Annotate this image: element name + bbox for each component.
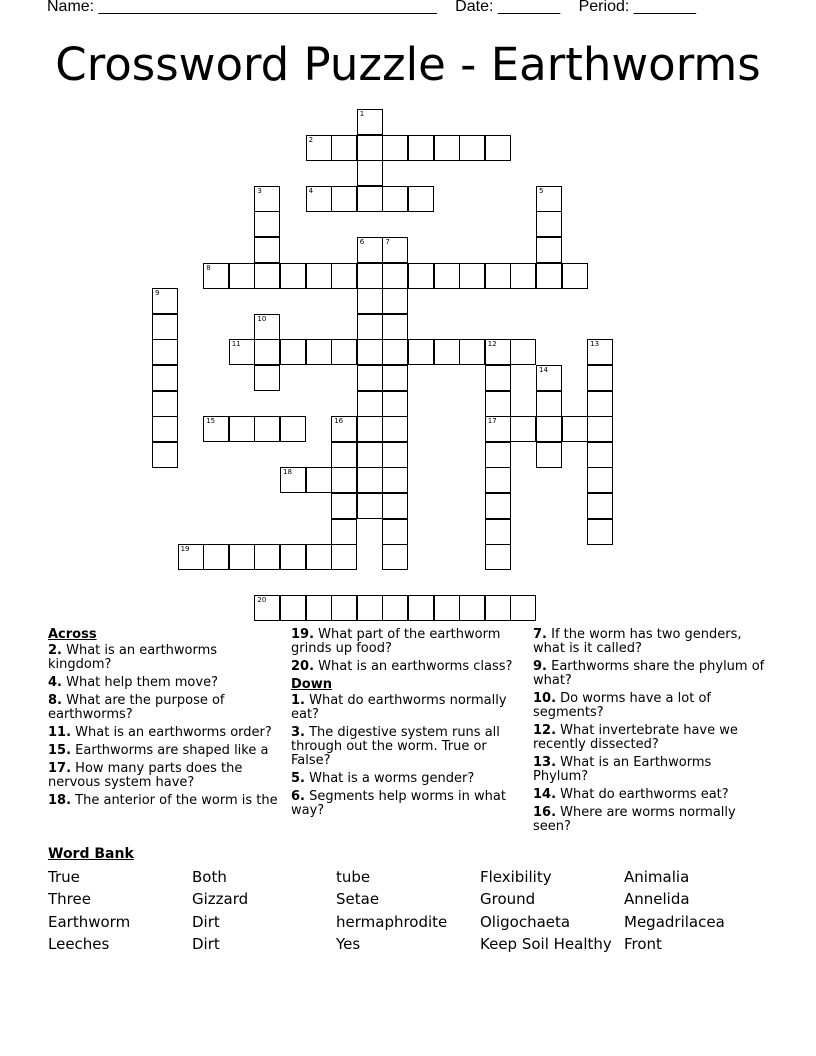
word-bank-word: Oligochaeta: [480, 913, 571, 931]
across-heading: Across: [48, 627, 97, 642]
clue-number: 20: [257, 596, 267, 605]
grid-cell[interactable]: [331, 416, 357, 442]
grid-cell[interactable]: [459, 339, 485, 365]
grid-cell[interactable]: [357, 109, 383, 135]
clue-number: 19.: [291, 627, 315, 642]
clue-item: [48, 644, 284, 672]
clue-text: What are the purpose of earthworms?: [48, 693, 225, 722]
grid-cell[interactable]: [459, 135, 485, 161]
clue-number: 3: [257, 186, 262, 195]
grid-cell[interactable]: [357, 467, 383, 493]
grid-cell[interactable]: [229, 339, 255, 365]
grid-cell[interactable]: [510, 339, 536, 365]
grid-cell[interactable]: [587, 493, 613, 519]
clue-text: What do earthworms normally eat?: [291, 693, 507, 722]
clue-number: 15: [206, 417, 216, 426]
grid-cell[interactable]: [203, 544, 229, 570]
grid-cell[interactable]: [306, 467, 332, 493]
word-bank-word: Leeches: [48, 935, 110, 953]
clue-item: [48, 694, 284, 722]
grid-cell[interactable]: [357, 160, 383, 186]
grid-cell[interactable]: [280, 263, 306, 289]
grid-cell[interactable]: [357, 595, 383, 621]
clue-number: 20.: [291, 659, 315, 674]
grid-cell[interactable]: [562, 416, 588, 442]
clue-item: [48, 794, 284, 808]
grid-cell[interactable]: [280, 544, 306, 570]
grid-cell[interactable]: [382, 237, 408, 263]
grid-cell[interactable]: [408, 263, 434, 289]
word-bank-word: Yes: [336, 935, 361, 953]
clue-number: 8.: [48, 693, 62, 708]
down-clue-list: [291, 694, 527, 818]
clue-number: 16: [334, 417, 344, 426]
grid-cell[interactable]: [357, 416, 383, 442]
grid-cell[interactable]: [254, 314, 280, 340]
date-field[interactable]: Date: _______: [455, 0, 561, 15]
page-title: Crossword Puzzle - Earthworms: [55, 38, 761, 91]
clue-number: 14.: [533, 787, 557, 802]
grid-cell[interactable]: [229, 544, 255, 570]
grid-cell[interactable]: [357, 391, 383, 417]
clue-text: What is a worms gender?: [304, 771, 475, 786]
clue-number: 16.: [533, 805, 557, 820]
clue-number: 1: [359, 110, 365, 118]
grid-cell[interactable]: [485, 442, 511, 468]
grid-cell[interactable]: [357, 263, 383, 289]
grid-cell[interactable]: [331, 467, 357, 493]
grid-cell[interactable]: [254, 365, 280, 391]
word-bank-word: hermaphrodite: [336, 913, 448, 931]
grid-cell[interactable]: [459, 595, 485, 621]
grid-cell[interactable]: [536, 391, 562, 417]
clue-number: 3.: [291, 725, 305, 740]
grid-cell[interactable]: [382, 416, 408, 442]
grid-cell[interactable]: [152, 314, 178, 340]
grid-cell[interactable]: [331, 595, 357, 621]
clue-text: What help them move?: [61, 675, 218, 690]
clue-item: [291, 660, 527, 674]
clue-text: What part of the earthworm grinds up food?: [291, 627, 501, 656]
grid-cell[interactable]: [357, 135, 383, 161]
grid-cell[interactable]: [280, 467, 306, 493]
grid-cell[interactable]: [382, 288, 408, 314]
clues-column-1: [48, 628, 284, 812]
grid-cell[interactable]: [152, 365, 178, 391]
word-bank-word: Annelida: [624, 890, 690, 908]
clues-column-2: [291, 628, 527, 822]
clue-text: Earthworms are shaped like a: [71, 743, 269, 758]
word-bank-word: Ground: [480, 890, 536, 908]
clue-number: 17: [487, 417, 497, 426]
word-bank-word: tube: [336, 868, 371, 886]
grid-cell[interactable]: [382, 391, 408, 417]
clue-item: [533, 788, 769, 802]
clue-number: 14: [539, 366, 548, 374]
clue-number: 5.: [291, 771, 305, 786]
grid-cell[interactable]: [485, 416, 511, 442]
grid-cell[interactable]: [306, 263, 332, 289]
word-bank-word: Animalia: [624, 868, 690, 886]
word-bank-word: Megadrilacea: [624, 913, 725, 931]
clue-number: 18.: [48, 793, 72, 808]
clue-number: 12.: [533, 723, 557, 738]
clue-text: Do worms have a lot of segments?: [533, 691, 711, 720]
word-bank-word: Front: [624, 935, 662, 953]
grid-cell[interactable]: [485, 519, 511, 545]
name-field[interactable]: Name: ______________________________________: [47, 0, 437, 15]
grid-cell[interactable]: [280, 416, 306, 442]
clue-number: 19: [180, 545, 190, 554]
grid-cell[interactable]: [331, 519, 357, 545]
period-field[interactable]: Period: _______: [578, 0, 697, 15]
grid-cell[interactable]: [485, 135, 511, 161]
grid-cell[interactable]: [485, 365, 511, 391]
grid-cell[interactable]: [562, 263, 588, 289]
clue-item: [533, 756, 769, 784]
clue-text: The digestive system runs all through out the worm. True or False?: [291, 725, 500, 768]
clue-number: 6.: [291, 789, 305, 804]
grid-cell[interactable]: [280, 595, 306, 621]
clue-text: Where are worms normally seen?: [533, 805, 736, 834]
grid-cell[interactable]: [331, 442, 357, 468]
grid-cell[interactable]: [152, 391, 178, 417]
clue-number: 18: [283, 468, 292, 477]
clues-column-3: [533, 628, 769, 838]
grid-cell[interactable]: [254, 595, 280, 621]
down-clue-list-continued: [533, 628, 769, 834]
grid-cell[interactable]: [357, 493, 383, 519]
across-clue-list: [48, 644, 284, 808]
clue-number: 10: [257, 314, 267, 323]
grid-cell[interactable]: [408, 595, 434, 621]
clue-number: 1.: [291, 693, 305, 708]
grid-cell[interactable]: [510, 416, 536, 442]
grid-cell[interactable]: [357, 314, 383, 340]
grid-cell[interactable]: [434, 135, 460, 161]
grid-cell[interactable]: [254, 263, 280, 289]
clue-number: 13: [590, 340, 600, 349]
grid-cell[interactable]: [382, 186, 408, 212]
clue-number: 10.: [533, 691, 557, 706]
clue-number: 7: [385, 238, 390, 246]
clue-text: If the worm has two genders, what is it called?: [533, 627, 742, 656]
grid-cell[interactable]: [587, 416, 613, 442]
clue-text: What is an earthworms kingdom?: [48, 643, 218, 672]
clue-text: What is an earthworms class?: [314, 659, 513, 674]
grid-cell[interactable]: [254, 237, 280, 263]
clue-item: [48, 726, 284, 740]
grid-cell[interactable]: [229, 416, 255, 442]
grid-cell[interactable]: [510, 263, 536, 289]
grid-cell[interactable]: [357, 365, 383, 391]
grid-cell[interactable]: [536, 365, 562, 391]
grid-cell[interactable]: [178, 544, 204, 570]
grid-cell[interactable]: [331, 339, 357, 365]
clue-item: [533, 660, 769, 688]
clue-item: [48, 744, 284, 758]
grid-cell[interactable]: [306, 135, 332, 161]
grid-cell[interactable]: [254, 211, 280, 237]
clue-item: [291, 790, 527, 818]
clue-number: 15.: [48, 743, 72, 758]
grid-cell[interactable]: [408, 135, 434, 161]
grid-cell[interactable]: [587, 519, 613, 545]
grid-cell[interactable]: [382, 544, 408, 570]
grid-cell[interactable]: [254, 339, 280, 365]
grid-cell[interactable]: [536, 237, 562, 263]
grid-cell[interactable]: [203, 416, 229, 442]
clue-text: How many parts does the nervous system have?: [48, 761, 243, 790]
grid-cell[interactable]: [357, 288, 383, 314]
grid-cell[interactable]: [357, 186, 383, 212]
grid-cell[interactable]: [382, 595, 408, 621]
grid-cell[interactable]: [152, 288, 178, 314]
word-bank-word: Setae: [336, 890, 380, 908]
grid-cell[interactable]: [382, 314, 408, 340]
clue-number: 2.: [48, 643, 62, 658]
word-bank-word: True: [48, 868, 80, 886]
grid-cell[interactable]: [306, 544, 332, 570]
grid-cell[interactable]: [382, 365, 408, 391]
clue-number: 4: [308, 186, 314, 195]
clue-item: [48, 676, 284, 690]
clue-item: [533, 692, 769, 720]
word-bank-word: Gizzard: [192, 890, 249, 908]
grid-cell[interactable]: [434, 595, 460, 621]
grid-cell[interactable]: [485, 595, 511, 621]
grid-cell[interactable]: [408, 186, 434, 212]
grid-cell[interactable]: [434, 263, 460, 289]
clue-number: 11: [231, 340, 241, 349]
grid-cell[interactable]: [331, 186, 357, 212]
clue-text: Segments help worms in what way?: [291, 789, 506, 818]
grid-cell[interactable]: [357, 442, 383, 468]
clue-number: 13.: [533, 755, 557, 770]
grid-cell[interactable]: [485, 339, 511, 365]
grid-cell[interactable]: [331, 493, 357, 519]
clue-text: What is an Earthworms Phylum?: [533, 755, 712, 784]
grid-cell[interactable]: [254, 416, 280, 442]
grid-cell[interactable]: [203, 263, 229, 289]
grid-cell[interactable]: [382, 493, 408, 519]
clue-item: [291, 726, 527, 768]
word-bank-word: Dirt: [192, 913, 220, 931]
grid-cell[interactable]: [382, 135, 408, 161]
clue-text: Earthworms share the phylum of what?: [533, 659, 765, 688]
clue-text: What is an earthworms order?: [71, 725, 272, 740]
grid-cell[interactable]: [587, 442, 613, 468]
down-heading: Down: [291, 677, 332, 692]
grid-cell[interactable]: [382, 263, 408, 289]
clue-number: 11.: [48, 725, 72, 740]
clue-number: 6: [359, 238, 365, 246]
word-bank-word: Three: [48, 890, 91, 908]
grid-cell[interactable]: [434, 339, 460, 365]
clue-number: 12: [487, 340, 497, 349]
grid-cell[interactable]: [536, 186, 562, 212]
grid-cell[interactable]: [587, 365, 613, 391]
clue-number: 17.: [48, 761, 72, 776]
grid-cell[interactable]: [229, 263, 255, 289]
grid-cell[interactable]: [382, 467, 408, 493]
grid-cell[interactable]: [536, 263, 562, 289]
grid-cell[interactable]: [485, 467, 511, 493]
grid-cell[interactable]: [485, 493, 511, 519]
across-clue-list-continued: [291, 628, 527, 674]
grid-cell[interactable]: [254, 186, 280, 212]
grid-cell[interactable]: [510, 595, 536, 621]
clue-number: 9: [155, 289, 160, 298]
word-bank-heading: Word Bank: [48, 846, 134, 862]
grid-cell[interactable]: [536, 416, 562, 442]
clue-text: What do earthworms eat?: [556, 787, 729, 802]
clue-number: 2: [308, 135, 314, 144]
grid-cell[interactable]: [587, 391, 613, 417]
grid-cell[interactable]: [536, 211, 562, 237]
clue-item: [291, 628, 527, 656]
grid-cell[interactable]: [331, 135, 357, 161]
grid-cell[interactable]: [331, 263, 357, 289]
word-bank-word: Dirt: [192, 935, 220, 953]
clue-text: What invertebrate have we recently dissected?: [533, 723, 738, 752]
word-bank-word: Flexibility: [480, 868, 552, 886]
grid-cell[interactable]: [331, 544, 357, 570]
grid-cell[interactable]: [306, 339, 332, 365]
grid-cell[interactable]: [382, 339, 408, 365]
clue-item: [291, 772, 527, 786]
grid-cell[interactable]: [280, 339, 306, 365]
clue-item: [291, 694, 527, 722]
grid-cell[interactable]: [306, 186, 332, 212]
clue-item: [48, 762, 284, 790]
grid-cell[interactable]: [152, 442, 178, 468]
clue-item: [533, 628, 769, 656]
grid-cell[interactable]: [485, 544, 511, 570]
grid-cell[interactable]: [152, 339, 178, 365]
word-bank-word: Earthworm: [48, 913, 131, 931]
clue-item: [533, 724, 769, 752]
clue-number: 5: [539, 186, 544, 195]
grid-cell[interactable]: [382, 519, 408, 545]
grid-cell[interactable]: [485, 263, 511, 289]
grid-cell[interactable]: [485, 391, 511, 417]
grid-cell[interactable]: [587, 339, 613, 365]
grid-cell[interactable]: [408, 339, 434, 365]
clue-item: [533, 806, 769, 834]
word-bank-word: Keep Soil Healthy: [480, 935, 612, 953]
grid-cell[interactable]: [459, 263, 485, 289]
grid-cell[interactable]: [357, 237, 383, 263]
grid-cell[interactable]: [152, 416, 178, 442]
grid-cell[interactable]: [536, 442, 562, 468]
grid-cell[interactable]: [254, 544, 280, 570]
grid-cell[interactable]: [382, 442, 408, 468]
clue-text: The anterior of the worm is the: [71, 793, 278, 808]
word-bank-word: Both: [192, 868, 227, 886]
clue-number: 4.: [48, 675, 62, 690]
clue-number: 8: [206, 263, 211, 272]
grid-cell[interactable]: [357, 339, 383, 365]
clue-number: 7.: [533, 627, 547, 642]
grid-cell[interactable]: [306, 595, 332, 621]
clue-number: 9.: [533, 659, 547, 674]
grid-cell[interactable]: [587, 467, 613, 493]
